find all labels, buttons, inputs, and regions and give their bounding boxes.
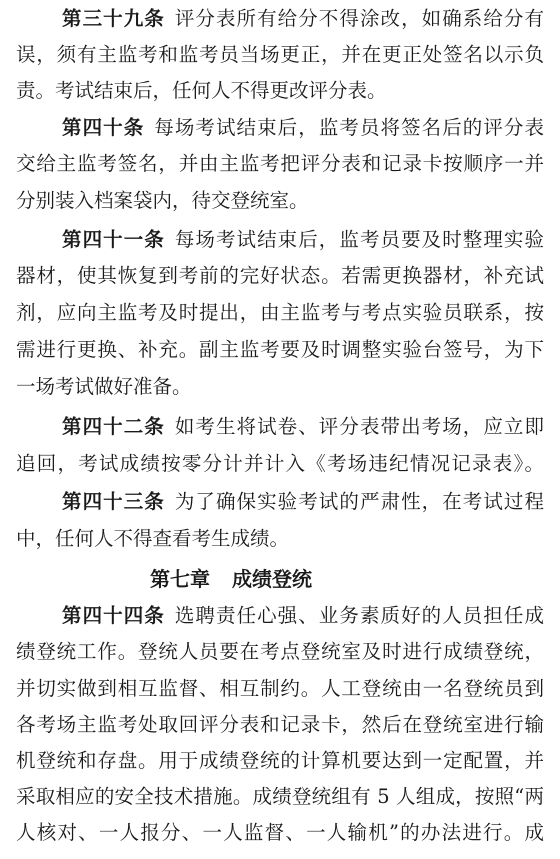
article-44-line-6: 采取相应的安全技术措施。成绩登统组有 5 人组成，按照“两	[16, 785, 544, 808]
article-41-line-1	[62, 222, 544, 258]
article-42-line-2: 追回，考试成绩按零分计并计入《考场违纪情况记录表》。	[16, 452, 544, 475]
article-40-label: 第四十条	[62, 116, 145, 139]
article-42-line-1	[62, 409, 544, 445]
article-44-text: 选聘责任心强、业务素质好的人员担任成	[174, 604, 544, 627]
article-39-line-1	[62, 1, 544, 37]
article-41-line-2: 器材，使其恢复到考前的完好状态。若需更换器材，补充试	[16, 264, 544, 287]
article-44-line-3: 并切实做到相互监督、相互制约。人工登统由一名登统员到	[16, 677, 544, 700]
article-41-line-5: 一场考试做好准备。	[16, 375, 192, 398]
chapter-heading	[150, 561, 312, 597]
article-44-line-4: 各考场主监考处取回评分表和记录卡，然后在登统室进行输	[16, 713, 544, 736]
article-40-line-1	[62, 110, 544, 146]
article-43-line-2: 中，任何人不得查看考生成绩。	[16, 527, 290, 550]
article-39-line-3: 责。考试结束后，任何人不得更改评分表。	[16, 79, 387, 102]
chapter-title: 成绩登统	[232, 567, 312, 591]
article-39-label: 第三十九条	[62, 7, 165, 30]
article-40-text: 每场考试结束后，监考员将签名后的评分表	[154, 116, 544, 139]
article-44-line-5: 机登统和存盘。用于成绩登统的计算机要达到一定配置，并	[16, 749, 544, 772]
article-44-line-2: 绩登统工作。登统人员要在考点登统室及时进行成绩登统，	[16, 640, 544, 663]
article-43-line-1	[62, 484, 544, 520]
article-41-text: 每场考试结束后，监考员要及时整理实验	[174, 228, 544, 251]
article-44-label: 第四十四条	[62, 604, 165, 627]
article-39-line-2: 误，须有主监考和监考员当场更正，并在更正处签名以示负	[16, 43, 544, 66]
article-41-label: 第四十一条	[62, 228, 165, 251]
article-44-line-7: 人核对、一人报分、一人监督、一人输机”的办法进行。成	[16, 821, 544, 844]
chapter-number: 第七章	[150, 567, 210, 591]
article-43-label: 第四十三条	[62, 490, 165, 513]
article-44-line-1	[62, 598, 544, 634]
article-43-text: 为了确保实验考试的严肃性，在考试过程	[174, 490, 544, 513]
article-42-label: 第四十二条	[62, 415, 165, 438]
article-41-line-3: 剂，应向主监考及时提出，由主监考与考点实验员联系，按	[16, 301, 544, 324]
article-40-line-3: 分别装入档案袋内，待交登统室。	[16, 189, 309, 212]
article-41-line-4: 需进行更换、补充。副主监考要及时调整实验台签号，为下	[16, 338, 544, 361]
article-42-text: 如考生将试卷、评分表带出考场，应立即	[174, 415, 544, 438]
article-40-line-2: 交给主监考签名，并由主监考把评分表和记录卡按顺序一并	[16, 152, 544, 175]
article-39-text: 评分表所有给分不得涂改，如确系给分有	[174, 7, 544, 30]
